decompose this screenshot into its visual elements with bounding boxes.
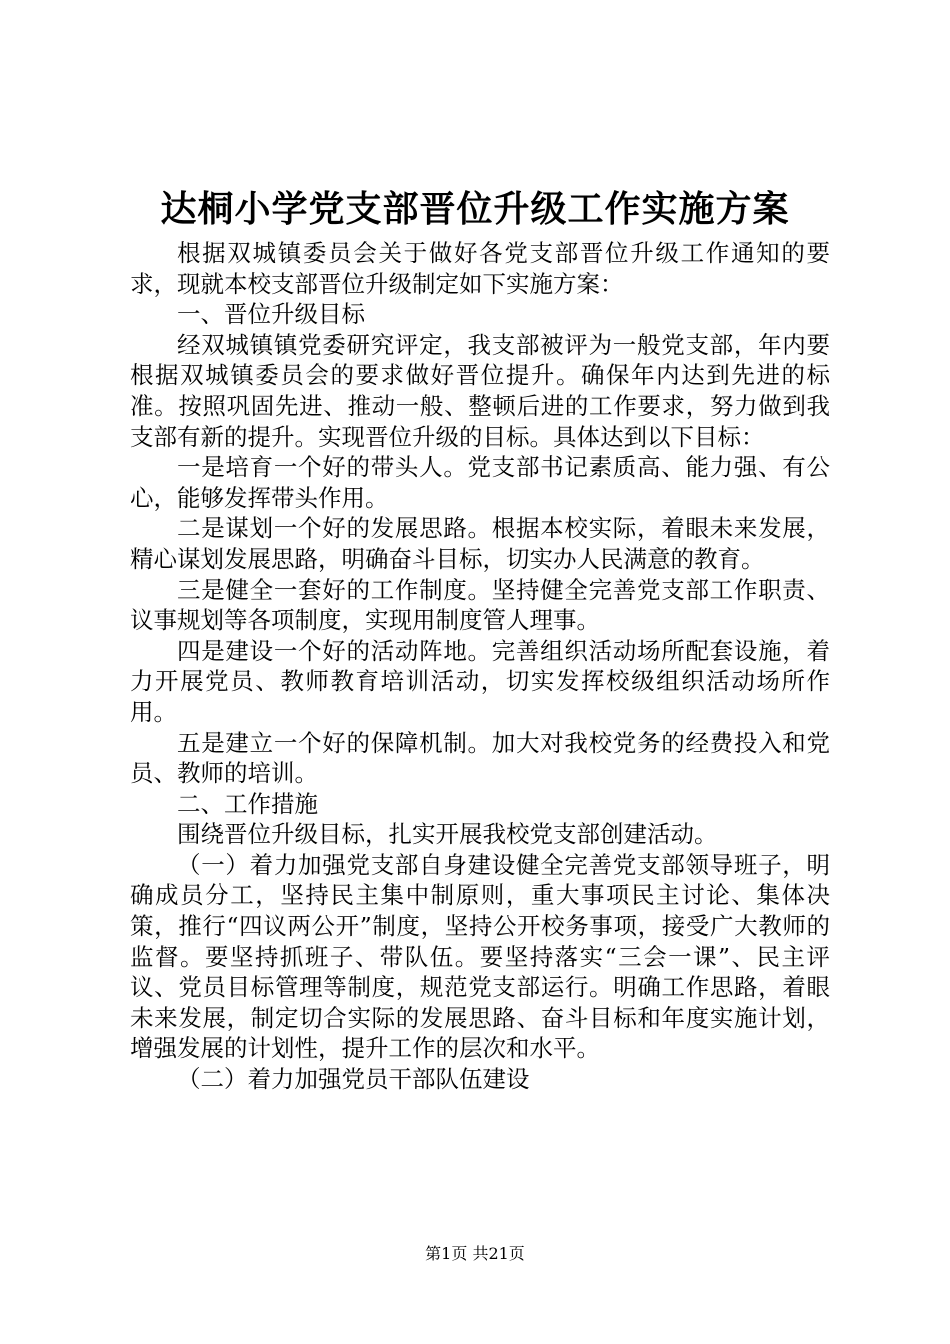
paragraph: 一是培育一个好的带头人。党支部书记素质高、能力强、有公心，能够发挥带头作用。 <box>130 453 830 512</box>
paragraph: 经双城镇镇党委研究评定，我支部被评为一般党支部，年内要根据双城镇委员会的要求做好晋位提升。确保年内达到先进的标准。按照巩固先进、推动一般、整顿后进的工作要求，努力做到我支部有新的提升。实现晋位升级的目标。具体达到以下目标： <box>130 330 830 451</box>
paragraph: （一）着力加强党支部自身建设健全完善党支部领导班子，明确成员分工，坚持民主集中制原则，重大事项民主讨论、集体决策，推行“四议两公开”制度，坚持公开校务事项，接受广大教师的监督。要坚持抓班子、带队伍。要坚持落实“三会一课”、民主评议、党员目标管理等制度，规范党支部运行。明确工作思路，着眼未来发展，制定切合实际的发展思路、奋斗目标和年度实施计划，增强发展的计划性，提升工作的层次和水平。 <box>130 850 830 1063</box>
paragraph: 围绕晋位升级目标，扎实开展我校党支部创建活动。 <box>177 820 718 849</box>
document-body <box>130 238 830 1095</box>
subsection-heading: （二）着力加强党员干部队伍建设 <box>177 1065 530 1094</box>
paragraph: 五是建立一个好的保障机制。加大对我校党务的经费投入和党员、教师的培训。 <box>130 728 830 788</box>
paragraph: 根据双城镇委员会关于做好各党支部晋位升级工作通知的要求，现就本校支部晋位升级制定如下实施方案： <box>130 239 830 298</box>
section-heading: 二、工作措施 <box>177 789 318 818</box>
page-footer: 第1页 共21页 <box>425 1244 525 1263</box>
paragraph: 四是建设一个好的活动阵地。完善组织活动场所配套设施，着力开展党员、教师教育培训活动，切实发挥校级组织活动场所作用。 <box>130 636 830 726</box>
paragraph: 三是健全一套好的工作制度。坚持健全完善党支部工作职责、议事规划等各项制度，实现用制度管人理事。 <box>130 575 830 635</box>
paragraph: 二是谋划一个好的发展思路。根据本校实际，着眼未来发展，精心谋划发展思路，明确奋斗目标，切实办人民满意的教育。 <box>130 514 830 573</box>
section-heading: 一、晋位升级目标 <box>177 300 365 329</box>
document-title: 达桐小学党支部晋位升级工作实施方案 <box>160 188 790 230</box>
